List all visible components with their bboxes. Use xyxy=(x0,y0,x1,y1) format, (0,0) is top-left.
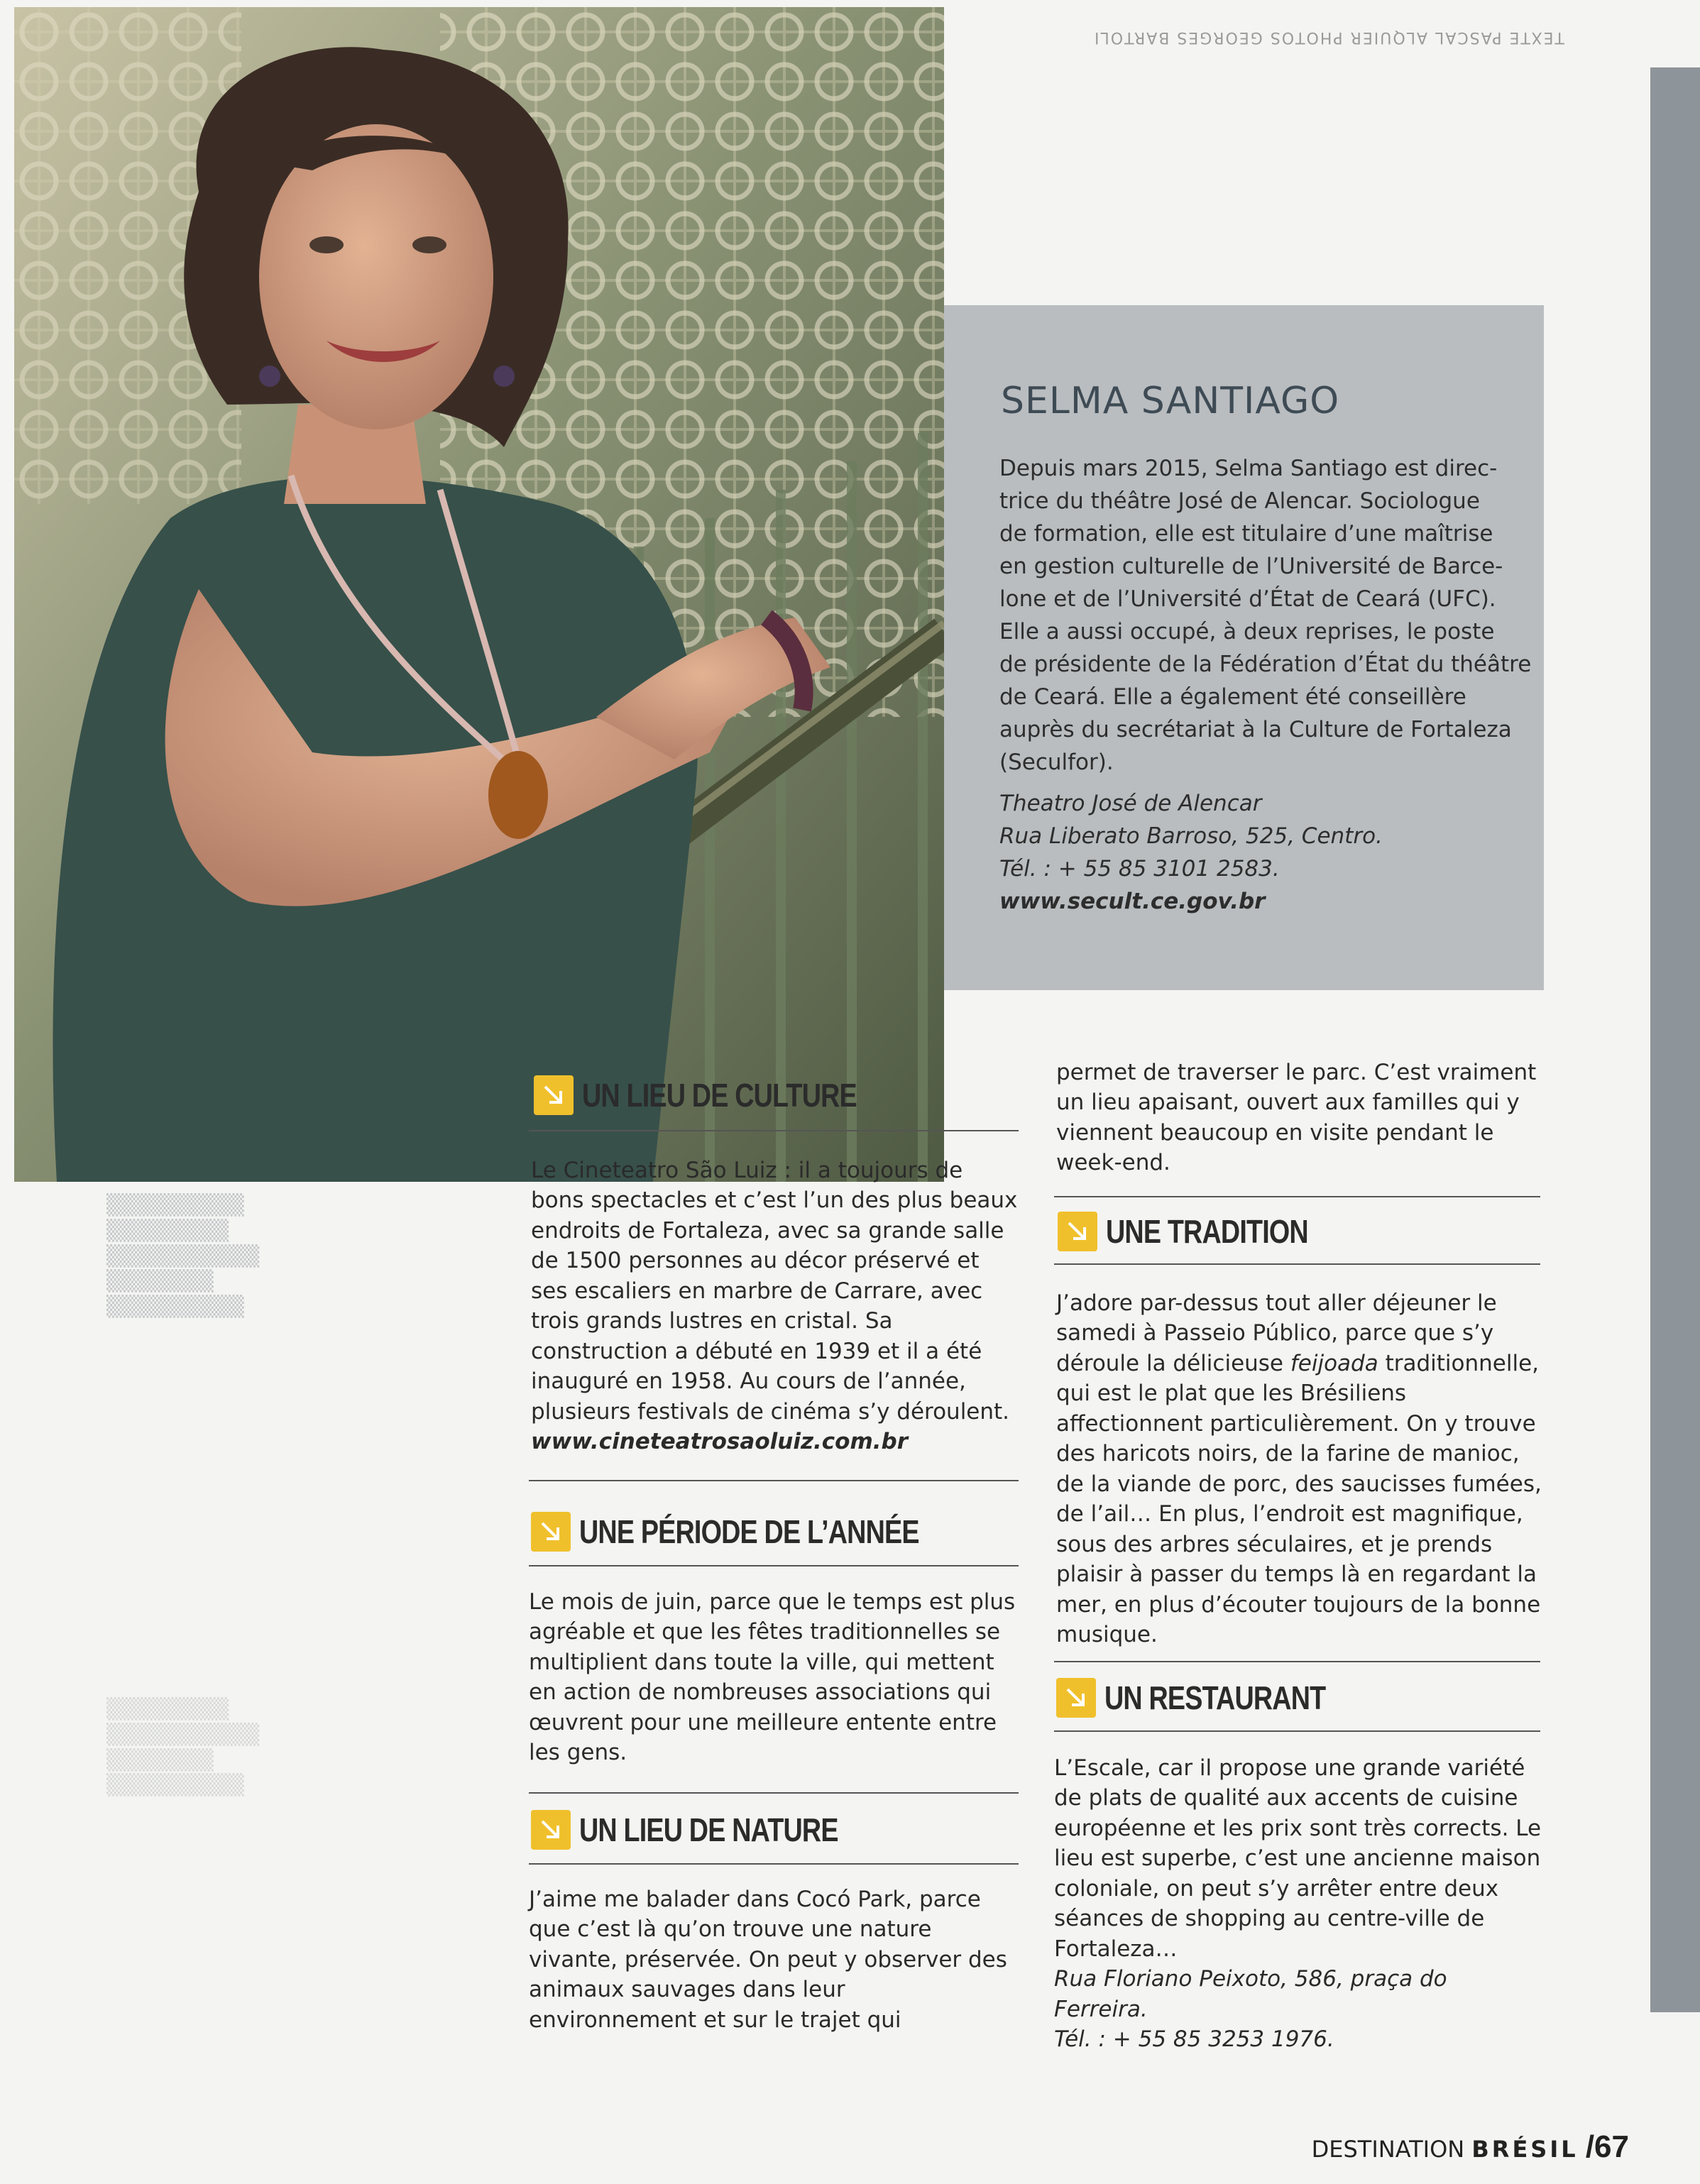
bio-line: trice du théâtre José de Alencar. Sociologue xyxy=(999,488,1480,514)
bio-address-line: Rua Liberato Barroso, 525, Centro. xyxy=(999,823,1383,849)
footer-label: DESTINATION xyxy=(1311,2136,1465,2163)
tradition-text xyxy=(1056,1288,1546,1650)
bio-website-link[interactable]: www.secult.ce.gov.br xyxy=(999,889,1266,914)
tradition-text-dish: feijoada xyxy=(1290,1350,1378,1376)
portrait-photo xyxy=(14,7,944,1182)
nature-text: J’aime me balader dans Cocó Park, parce que c’est là qu’on trouve une nature vivante, préservée. On peut y observer des animaux sauvages dans leur environnement et sur le trajet qui xyxy=(529,1887,1007,2033)
section-title-nature: UN LIEU DE NATURE xyxy=(579,1811,838,1848)
section-body-nature xyxy=(529,1884,1019,2035)
bio-line: (Seculfor). xyxy=(999,750,1114,775)
arrow-badge-icon xyxy=(534,1075,574,1115)
portrait-photo-art xyxy=(14,7,944,1182)
arrow-badge-icon xyxy=(531,1810,571,1850)
culture-website-link[interactable]: www.cineteatrosaoluiz.com.br xyxy=(531,1429,909,1455)
section-divider xyxy=(529,1130,1019,1131)
section-divider xyxy=(529,1792,1019,1794)
bio-line: Elle a aussi occupé, à deux reprises, le poste xyxy=(999,619,1495,644)
section-body-periode xyxy=(529,1587,1019,1768)
periode-text: Le mois de juin, parce que le temps est plus agréable et que les fêtes traditionnelles se multiplient dans toute la ville, qui mettent en action de nombreuses associations qui œuvrent pour une meilleure entente entre les gens. xyxy=(529,1589,1016,1766)
page-number: 67 xyxy=(1594,2129,1629,2164)
page-footer xyxy=(1312,2129,1629,2165)
section-divider xyxy=(1054,1196,1540,1197)
footer-brand: BRÉSIL xyxy=(1471,2136,1579,2163)
bio-address-line: Theatro José de Alencar xyxy=(999,791,1262,816)
tradition-text-end: traditionnelle, qui est le plat que les Brésiliens affectionnent particulièrement. On y trouve des haricots noirs, de la farine de manioc, de la viande de porc, des saucisses fumées, de l’ail… En plus, l’endroit est magnifique, sous des arbres séculaires, et je prends plaisir à passer du temps là en regardant la mer, en plus d’écouter toujours de la bonne musique. xyxy=(1056,1350,1542,1648)
section-title-restaurant: UN RESTAURANT xyxy=(1104,1679,1326,1716)
photo-credits: TEXTE PASCAL ALQUIER PHOTOS GEORGES BARTOLI xyxy=(1093,28,1564,46)
restaurant-address-line: Rua Floriano Peixoto, 586, praça do Ferreira. xyxy=(1054,1966,1447,2022)
nature-text-continued: permet de traverser le parc. C’est vraiment un lieu apaisant, ouvert aux familles qui y viennent beaucoup en visite pendant le week-end. xyxy=(1056,1060,1537,1176)
bio-line: Depuis mars 2015, Selma Santiago est direc- xyxy=(999,456,1498,481)
footer-separator: / xyxy=(1585,2129,1595,2164)
bio-name: SELMA SANTIAGO xyxy=(1001,380,1340,422)
section-divider xyxy=(1054,1730,1540,1732)
section-divider xyxy=(529,1565,1019,1566)
section-divider xyxy=(529,1863,1019,1865)
section-divider xyxy=(1054,1661,1540,1662)
section-title-culture: UN LIEU DE CULTURE xyxy=(582,1077,857,1114)
show-through-text: ▒▒▒▒▒▒▒▒ ▒▒▒▒▒▒▒▒▒▒ ▒▒▒▒▒▒▒ ▒▒▒▒▒▒▒▒▒ xyxy=(106,1697,260,1797)
arrow-badge-icon xyxy=(1056,1678,1096,1718)
bio-address-line: Tél. : + 55 85 3101 2583. xyxy=(999,856,1280,882)
arrow-badge-icon xyxy=(531,1512,571,1552)
bio-line: lone et de l’Université d’État de Ceará (UFC). xyxy=(999,586,1496,612)
show-through-text: ▒▒▒▒▒▒▒▒▒ ▒▒▒▒▒▒▒▒ ▒▒▒▒▒▒▒▒▒▒ ▒▒▒▒▒▒▒ ▒▒▒▒▒▒▒▒▒ xyxy=(106,1193,260,1319)
arrow-badge-icon xyxy=(1058,1212,1097,1251)
section-title-periode: UNE PÉRIODE DE L’ANNÉE xyxy=(579,1513,919,1550)
section-body-restaurant xyxy=(1054,1753,1544,2055)
section-divider xyxy=(1054,1263,1540,1265)
restaurant-text: L’Escale, car il propose une grande variété de plats de qualité aux accents de cuisine européenne et les prix sont très corrects. Le lieu est superbe, c’est une ancienne maison coloniale, on peut s’y arrêter entre deux séances de shopping au centre-ville de Fortaleza… xyxy=(1054,1755,1542,1962)
section-body-nature-continued xyxy=(1056,1058,1546,1178)
tradition-text-start: J’adore par-dessus tout aller déjeuner le samedi à Passeio Público, parce que s’y déroule la délicieuse xyxy=(1056,1290,1497,1376)
bio-line: de présidente de la Fédération d’État du théâtre xyxy=(999,652,1532,677)
bio-line: auprès du secrétariat à la Culture de Fortaleza xyxy=(999,717,1512,742)
section-body-tradition xyxy=(1056,1288,1546,1650)
culture-text: Le Cineteatro São Luiz : il a toujours de bons spectacles et c’est l’un des plus beaux endroits de Fortaleza, avec sa grande salle de 1500 personnes au décor préservé et ses escaliers en marbre de Carrare, avec trois grands lustres en cristal. Sa construction a débuté en 1939 et il a été inauguré en 1958. Au cours de l’année, plusieurs festivals de cinéma s’y déroulent. xyxy=(531,1158,1018,1425)
section-divider xyxy=(529,1480,1019,1481)
section-title-tradition: UNE TRADITION xyxy=(1106,1213,1308,1250)
bio-line: en gestion culturelle de l’Université de Barce- xyxy=(999,554,1503,579)
page-edge-strip xyxy=(1650,67,1700,2012)
bio-line: de formation, elle est titulaire d’une maîtrise xyxy=(999,521,1493,547)
section-body-culture xyxy=(531,1156,1021,1457)
bio-line: de Ceará. Elle a également été conseillère xyxy=(999,684,1466,710)
restaurant-address-line: Tél. : + 55 85 3253 1976. xyxy=(1054,2026,1334,2053)
